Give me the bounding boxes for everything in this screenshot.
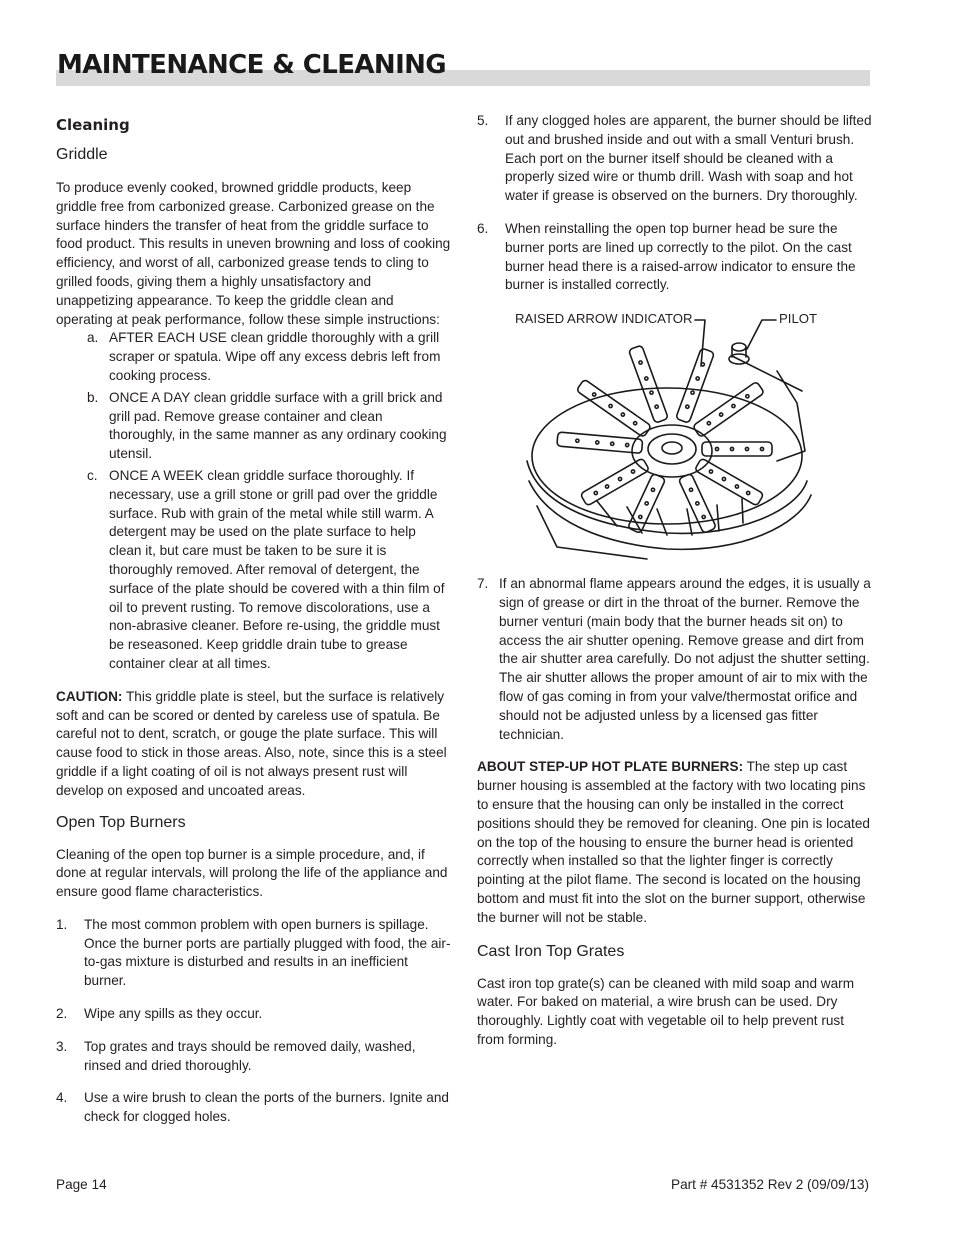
- stepup-paragraph: [477, 758, 872, 927]
- page-number: Page 14: [56, 1177, 107, 1192]
- list-marker: 6.: [477, 220, 489, 236]
- list-item-text: Wipe any spills as they occur.: [84, 1006, 263, 1022]
- page-title: MAINTENANCE & CLEANING: [57, 50, 447, 80]
- open-top-intro: Cleaning of the open top burner is a simple procedure, and, if done at regular intervals, will prolong the life of the appliance and ensure good flame characteristics.: [56, 846, 448, 900]
- list-marker: a.: [87, 330, 99, 346]
- list-item: [477, 575, 872, 744]
- list-item: [56, 329, 451, 385]
- grates-text: Cast iron top grate(s) can be cleaned with mild soap and warm water. For baked on material, a wire brush can be used. Dry thoroughly. Lightly coat with vegetable oil to help prevent rust from forming.: [477, 975, 855, 1047]
- list-marker: 1.: [56, 916, 68, 932]
- list-marker: 3.: [56, 1038, 68, 1054]
- list-item-text: ONCE A WEEK clean griddle surface thoroughly. If necessary, use a grill stone or grill pad over the griddle surface. Rub with grain of the metal while still warm. A detergent may be used on the plate surface to help clean it, but care must be taken to be sure it is thoroughly removed. After removal of detergent, the surface of the plate should be covered with a thin film of oil to prevent rusting. To remove discolorations, use a non-abrasive cleaner. Before re-using, the griddle must be reseasoned. Keep griddle drain tube to grease container clear at all times.: [109, 467, 445, 671]
- list-marker: 2.: [56, 1006, 68, 1022]
- list-marker: c.: [87, 467, 98, 483]
- caution-paragraph: [56, 688, 451, 801]
- list-marker: 4.: [56, 1090, 68, 1106]
- list-item-text: ONCE A DAY clean griddle surface with a grill brick and grill pad. Remove grease container and clean thoroughly, in the same manner as any ordinary cooking utensil.: [109, 389, 447, 462]
- griddle-steps: [56, 329, 451, 673]
- list-item: [56, 1005, 451, 1024]
- heading-griddle: Griddle: [56, 146, 108, 163]
- left-column: [56, 112, 451, 1127]
- right-column: [477, 112, 872, 1050]
- list-item-text: AFTER EACH USE clean griddle thoroughly with a grill scraper or spatula. Wipe off any excess debris left from cooking process.: [109, 330, 441, 383]
- list-item-text: Top grates and trays should be removed daily, washed, rinsed and dried thoroughly.: [84, 1038, 416, 1073]
- list-item-text: The most common problem with open burners is spillage. Once the burner ports are partially plugged with food, the air-to-gas mixture is disturbed and results in an inefficient burner.: [84, 916, 451, 989]
- list-item: [56, 1038, 451, 1076]
- part-number: Part # 4531352 Rev 2 (09/09/13): [671, 1177, 869, 1192]
- list-item-text: Use a wire brush to clean the ports of the burners. Ignite and check for clogged holes.: [84, 1090, 449, 1125]
- list-marker: 5.: [477, 113, 489, 128]
- list-item: [477, 112, 872, 206]
- heading-cast-iron-top-grates: Cast Iron Top Grates: [477, 942, 625, 960]
- list-item: [56, 467, 451, 674]
- list-item-text: If an abnormal flame appears around the edges, it is usually a sign of grease or dirt in the throat of the burner. Remove the burner venturi (main body that the burner heads sit on) to access the air shutter opening. Remove grease and dirt from the air shutter area carefully. Do not adjust the shutter setting. The air shutter allows the proper amount of air to mix with the flow of gas coming in from your valve/thermostat orifice and should not be adjusted unless by a licensed gas fitter technician.: [499, 576, 871, 742]
- list-item-text: When reinstalling the open top burner head be sure the burner ports are lined up correctly to the pilot. On the cast burner head there is a raised-arrow indicator to ensure the burner is installed correctly.: [505, 220, 856, 293]
- burner-figure: [477, 311, 872, 561]
- caution-label: CAUTION:: [56, 688, 123, 704]
- pilot-label: PILOT: [779, 311, 818, 327]
- stepup-text: The step up cast burner housing is assembled at the factory with two locating pins to ensure that the housing can only be installed in the correct positions should they be removed for cleaning. One pin is located on the top of the housing to ensure the burner head is oriented correctly when installed so that the lighter finger is correctly pointing at the pilot flame. The second is located on the housing bottom and must fit into the slot on the burner support, otherwise the burner will not be stable.: [477, 759, 870, 925]
- burner-illustration: [477, 311, 872, 561]
- list-item: [477, 220, 872, 295]
- raised-arrow-indicator-label: RAISED ARROW INDICATOR: [515, 311, 693, 327]
- list-item: [56, 1089, 451, 1127]
- list-item: [56, 916, 451, 991]
- stepup-label: ABOUT STEP-UP HOT PLATE BURNERS:: [477, 759, 744, 775]
- list-marker: b.: [87, 389, 99, 405]
- list-marker: 7.: [477, 576, 489, 592]
- list-item: [56, 389, 451, 464]
- section-title-cleaning: Cleaning: [56, 116, 130, 134]
- list-item-text: If any clogged holes are apparent, the burner should be lifted out and brushed inside and out with a small Venturi brush. Each port on the burner itself should be cleaned with a properly sized wire or thumb drill. Wash with soap and hot water if grease is observed on the burners. Dry thoroughly.: [505, 113, 872, 204]
- heading-open-top-burners: Open Top Burners: [56, 813, 186, 831]
- griddle-intro: To produce evenly cooked, browned griddle products, keep griddle free from carbonized grease. Carbonized grease on the surface hinders the transfer of heat from the griddle surface to food product. This results in uneven browning and loss of cooking efficiency, and worst of all, carbonized grease tends to cling to grilled foods, giving them a highly unsatisfactory and unappetizing appearance. To keep the griddle clean and operating at peak performance, follow these simple instructions:: [56, 180, 451, 327]
- caution-text: This griddle plate is steel, but the surface is relatively soft and can be scored or dented by careless use of spatula. Be careful not to dent, scratch, or gouge the plate surface. This will cause food to stick in those areas. Also, note, since this is a steel griddle if a light coating of oil is not always present rust will develop on exposed and uncoated areas.: [56, 688, 447, 798]
